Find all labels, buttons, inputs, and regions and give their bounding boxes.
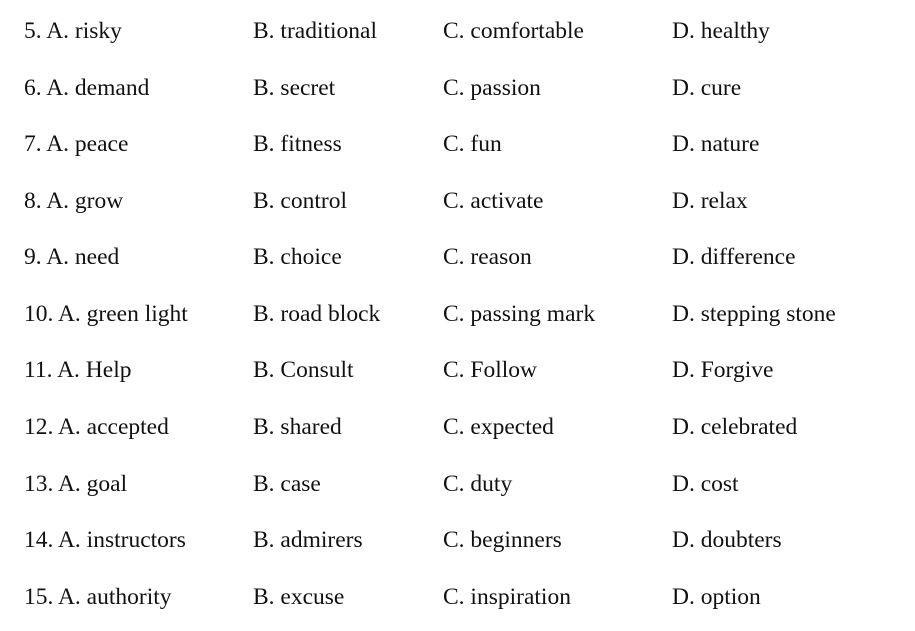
option-c: C. inspiration: [443, 584, 571, 610]
option-d: D. cost: [672, 471, 739, 497]
question-row: [0, 181, 915, 221]
option-b: B. case: [253, 471, 321, 497]
option-c: C. activate: [443, 188, 544, 214]
option-d: D. celebrated: [672, 414, 798, 440]
option-b: B. admirers: [253, 527, 363, 553]
option-b: B. traditional: [253, 18, 378, 44]
option-d: D. difference: [672, 244, 796, 270]
option-a: 5. A. risky: [24, 18, 122, 44]
question-row: [0, 294, 915, 334]
question-row: [0, 577, 915, 617]
option-d: D. cure: [672, 75, 742, 101]
question-row: [0, 237, 915, 277]
option-c: C. duty: [443, 471, 513, 497]
option-a: 11. A. Help: [24, 357, 132, 383]
option-d: D. nature: [672, 131, 760, 157]
option-c: C. fun: [443, 131, 502, 157]
option-a: 15. A. authority: [24, 584, 172, 610]
option-a: 7. A. peace: [24, 131, 129, 157]
question-row: [0, 11, 915, 51]
question-row: [0, 520, 915, 560]
option-a: 12. A. accepted: [24, 414, 169, 440]
option-a: 10. A. green light: [24, 301, 188, 327]
question-row: [0, 124, 915, 164]
option-d: D. Forgive: [672, 357, 774, 383]
option-a: 13. A. goal: [24, 471, 128, 497]
option-c: C. Follow: [443, 357, 538, 383]
option-b: B. Consult: [253, 357, 354, 383]
option-b: B. control: [253, 188, 347, 214]
option-d: D. option: [672, 584, 761, 610]
option-d: D. stepping stone: [672, 301, 836, 327]
option-b: B. choice: [253, 244, 342, 270]
question-row: [0, 68, 915, 108]
option-b: B. road block: [253, 301, 381, 327]
option-b: B. secret: [253, 75, 336, 101]
option-a: 8. A. grow: [24, 188, 124, 214]
option-d: D. healthy: [672, 18, 770, 44]
option-d: D. doubters: [672, 527, 782, 553]
question-row: [0, 407, 915, 447]
question-row: [0, 464, 915, 504]
option-c: C. passion: [443, 75, 541, 101]
option-a: 14. A. instructors: [24, 527, 186, 553]
option-d: D. relax: [672, 188, 748, 214]
option-a: 6. A. demand: [24, 75, 150, 101]
option-c: C. comfortable: [443, 18, 584, 44]
option-b: B. fitness: [253, 131, 342, 157]
question-row: [0, 350, 915, 390]
option-b: B. excuse: [253, 584, 345, 610]
option-c: C. beginners: [443, 527, 562, 553]
option-a: 9. A. need: [24, 244, 120, 270]
option-b: B. shared: [253, 414, 342, 440]
option-c: C. passing mark: [443, 301, 596, 327]
option-c: C. reason: [443, 244, 532, 270]
option-c: C. expected: [443, 414, 554, 440]
